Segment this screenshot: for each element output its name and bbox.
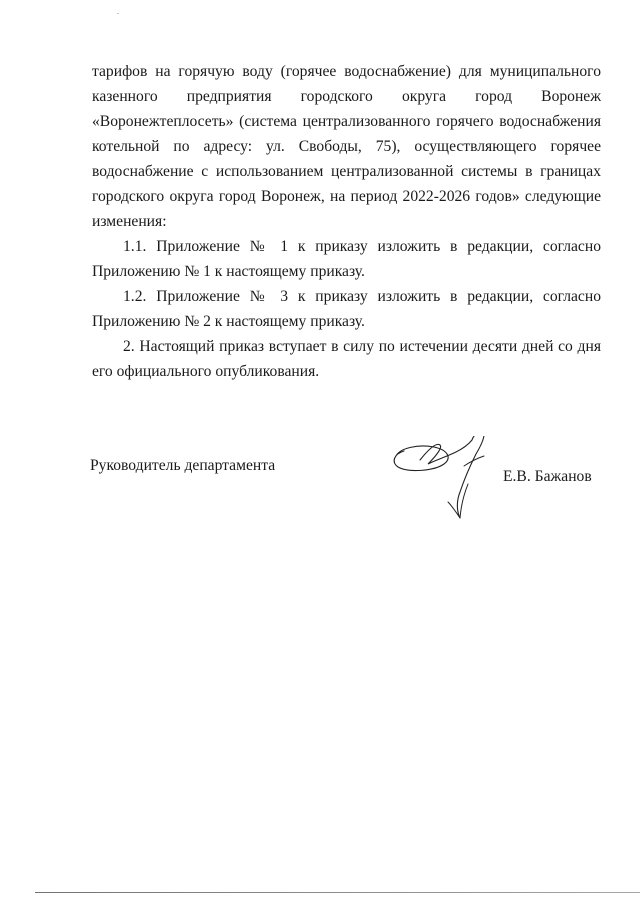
paragraph-item-1-2: 1.2. Приложение № 3 к приказу изложить в редакции, согласно Приложению № 2 к настоящему приказу.	[92, 288, 601, 330]
scan-bottom-edge	[35, 892, 640, 893]
handwritten-signature	[390, 436, 498, 528]
signer-title: Руководитель департамента	[90, 457, 276, 474]
signature-block	[90, 446, 600, 546]
paragraph-item-2: 2. Настоящий приказ вступает в силу по истечении десяти дней со дня его официального опубликования.	[92, 338, 601, 380]
signer-name: Е.В. Бажанов	[503, 468, 592, 485]
paragraph-item-1-1: 1.1. Приложение № 1 к приказу изложить в редакции, согласно Приложению № 1 к настоящему приказу.	[92, 238, 601, 280]
scan-speck	[117, 13, 119, 14]
paragraph-changes-intro: тарифов на горячую воду (горячее водоснабжение) для муниципального казенного предприятия городского округа город Воронеж «Воронежтеплосеть» (система централизованного горячего водоснабжения котельной по адресу: ул. Свободы, 75), осуществляющего горячее водоснабжение с использованием централизованной системы в границах городского округа город Воронеж, на период 2022-2026 годов» следующие изменения:	[92, 63, 601, 230]
document-body	[92, 59, 601, 384]
